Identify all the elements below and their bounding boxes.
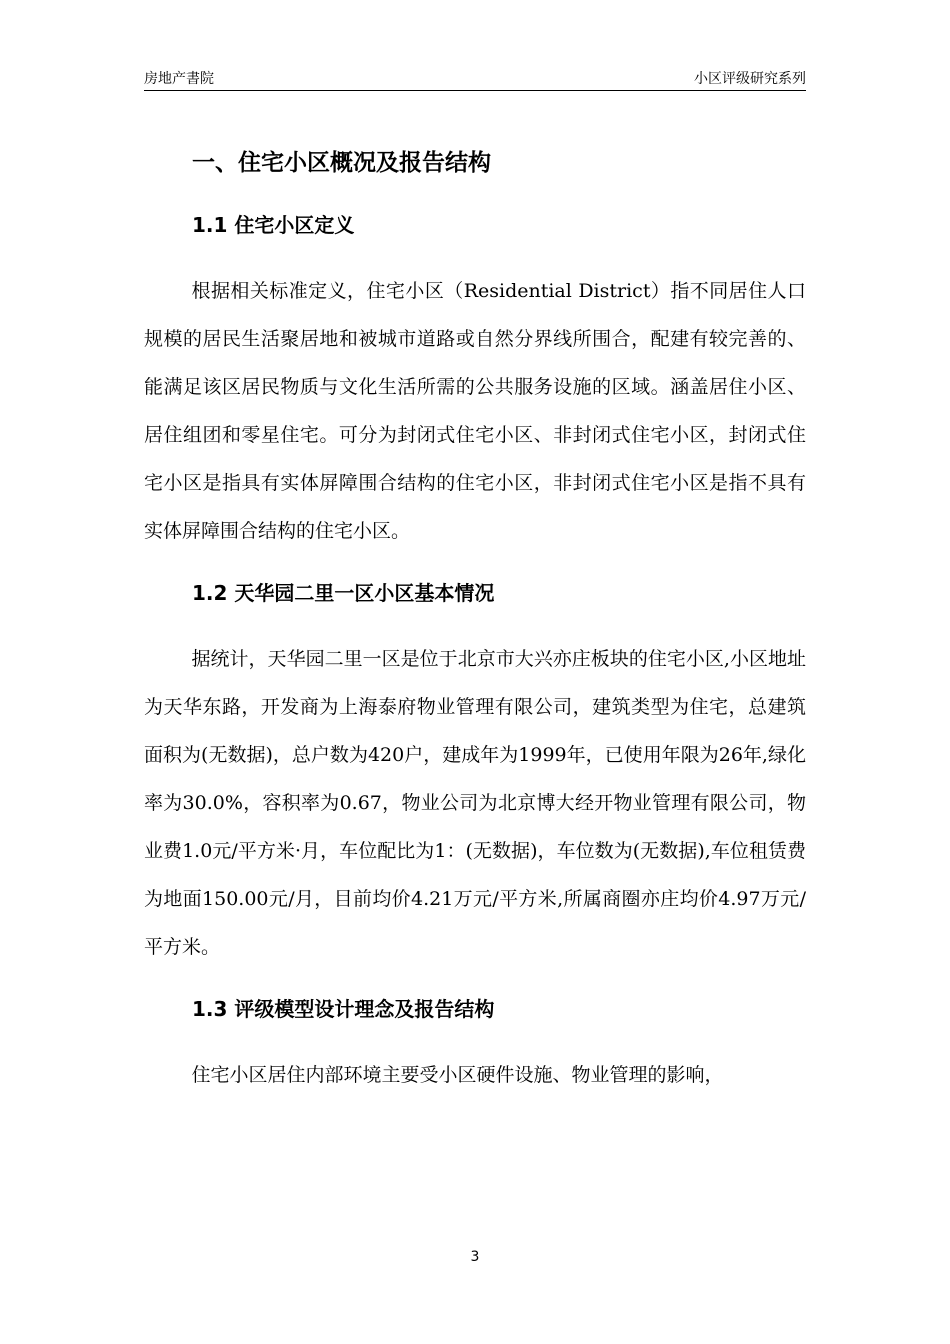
page-header <box>144 66 806 90</box>
subsection-title-1-3: 1.3 评级模型设计理念及报告结构 <box>192 997 495 1021</box>
subsection-title-1-1: 1.1 住宅小区定义 <box>192 213 355 237</box>
document-body <box>144 140 806 1099</box>
paragraph-definition: 根据相关标准定义，住宅小区（Residential District）指不同居住人口规模的居民生活聚居地和被城市道路或自然分界线所围合，配建有较完善的、能满足该区居民物质与文化生活所需的公共服务设施的区域。涵盖居住小区、居住组团和零星住宅。可分为封闭式住宅小区、非封闭式住宅小区，封闭式住宅小区是指具有实体屏障围合结构的住宅小区，非封闭式住宅小区是指不具有实体屏障围合结构的住宅小区。 <box>144 280 806 542</box>
page-number: 3 <box>470 1249 480 1265</box>
paragraph-basic-info: 据统计，天华园二里一区是位于北京市大兴亦庄板块的住宅小区,小区地址为天华东路，开发商为上海泰府物业管理有限公司，建筑类型为住宅，总建筑面积为(无数据)，总户数为420户，建成年为1999年，已使用年限为26年,绿化率为30.0%，容积率为0.67，物业公司为北京博大经开物业管理有限公司，物业费1.0元/平方米·月，车位配比为1：(无数据)，车位数为(无数据),车位租赁费为地面150.00元/月，目前均价4.21万元/平方米,所属商圈亦庄均价4.97万元/平方米。 <box>144 648 806 958</box>
paragraph-model-design: 住宅小区居住内部环境主要受小区硬件设施、物业管理的影响， <box>191 1064 724 1086</box>
header-divider <box>144 90 806 91</box>
header-series-title: 小区评级研究系列 <box>694 71 806 87</box>
header-publisher: 房地产書院 <box>144 71 214 87</box>
subsection-title-1-2: 1.2 天华园二里一区小区基本情况 <box>192 581 495 605</box>
section-title: 一、住宅小区概况及报告结构 <box>192 150 491 176</box>
